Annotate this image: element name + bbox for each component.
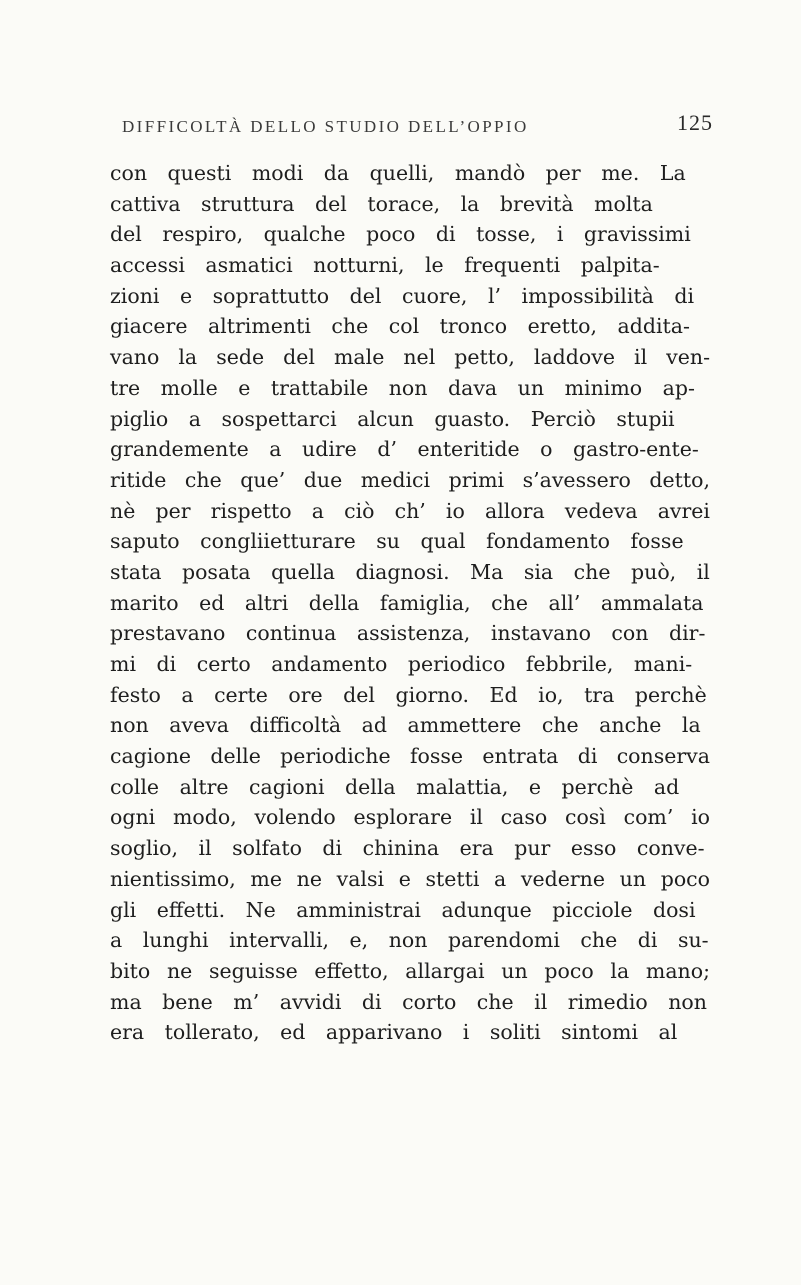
text-line: ma bene m’ avvidi di corto che il rimedio non bbox=[110, 989, 707, 1014]
text-line: era tollerato, ed apparivano i soliti sintomi al bbox=[110, 1020, 678, 1045]
text-line: tre molle e trattabile non dava un minimo ap- bbox=[110, 375, 695, 400]
text-line: colle altre cagioni della malattia, e perchè ad bbox=[110, 774, 680, 799]
text-line: del respiro, qualche poco di tosse, i gravissimi bbox=[110, 222, 691, 247]
text-line: giacere altrimenti che col tronco eretto, addita- bbox=[110, 314, 690, 339]
text-line: ritide che que’ due medici primi s’avessero detto, bbox=[110, 467, 710, 492]
text-line: non aveva difficoltà ad ammettere che anche la bbox=[110, 713, 701, 738]
text-line: accessi asmatici notturni, le frequenti palpita- bbox=[110, 253, 660, 278]
running-title: DIFFICOLTÀ DELLO STUDIO DELL’OPPIO bbox=[122, 117, 529, 136]
text-line: prestavano continua assistenza, instavano con dir- bbox=[110, 621, 706, 646]
text-line: grandemente a udire d’ enteritide o gastro-ente- bbox=[110, 437, 699, 462]
running-head bbox=[0, 110, 801, 150]
text-line: saputo congliietturare su qual fondamento fosse bbox=[110, 529, 684, 554]
page-number: 125 bbox=[677, 110, 713, 135]
text-line: soglio, il solfato di chinina era pur esso conve- bbox=[110, 836, 705, 861]
text-line: nientissimo, me ne valsi e stetti a vederne un poco bbox=[110, 866, 710, 891]
body-text bbox=[110, 158, 710, 1048]
text-line: a lunghi intervalli, e, non parendomi che di su- bbox=[110, 928, 709, 953]
text-line: con questi modi da quelli, mandò per me. La bbox=[110, 161, 686, 185]
text-line: nè per rispetto a ciò ch’ io allora vedeva avrei bbox=[110, 498, 710, 523]
text-line: stata posata quella diagnosi. Ma sia che può, il bbox=[110, 559, 710, 584]
text-line: gli effetti. Ne amministrai adunque picciole dosi bbox=[110, 897, 696, 922]
text-line: festo a certe ore del giorno. Ed io, tra perchè bbox=[110, 682, 707, 707]
text-line: ogni modo, volendo esplorare il caso così com’ io bbox=[110, 805, 710, 830]
text-line: piglio a sospettarci alcun guasto. Perciò stupii bbox=[110, 406, 675, 431]
text-line: vano la sede del male nel petto, laddove il ven- bbox=[110, 345, 710, 370]
text-line: bito ne seguisse effetto, allargai un poco la mano; bbox=[110, 958, 710, 983]
text-line: marito ed altri della famiglia, che all’ ammalata bbox=[110, 590, 704, 615]
text-line: cagione delle periodiche fosse entrata di conserva bbox=[110, 744, 710, 769]
text-line: cattiva struttura del torace, la brevità molta bbox=[110, 191, 653, 216]
text-line: zioni e soprattutto del cuore, l’ impossibilità di bbox=[110, 283, 695, 308]
text-line: mi di certo andamento periodico febbrile, mani- bbox=[110, 652, 693, 676]
